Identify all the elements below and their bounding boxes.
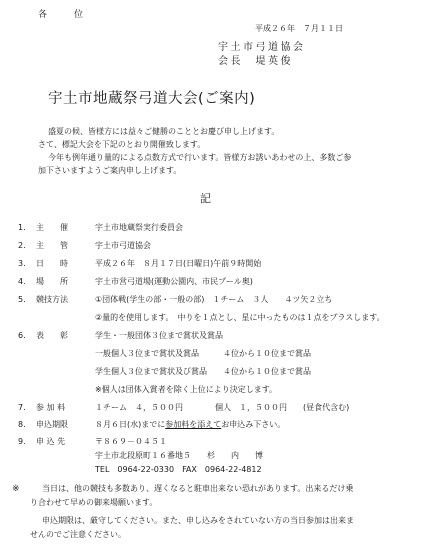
item-number: 5. (18, 295, 26, 304)
item-number: 7. (18, 403, 26, 412)
contact-phone: TEL 0964-22-0330 FAX 0964-22-4812 (95, 465, 262, 474)
note-line: 申込期限は、厳守してください。また、申し込みをされていない方の当日参加は出来ま (42, 516, 354, 525)
item-label: 参 加 料 (36, 403, 66, 412)
item-number: 6. (18, 331, 26, 340)
ki-heading: 記 (200, 192, 211, 205)
intro-line: 今年も例年通り量的による点数方式で行います。皆様方お誘いあわせの上、多数ご参 (48, 153, 352, 162)
addressee: 各 位 (38, 10, 87, 20)
deadline-date: ８月６日(水)までに (95, 420, 166, 429)
item-label: 申込期限 (36, 420, 68, 429)
item-value: 学生・一般団体３位まで賞状及賞品 (95, 331, 223, 340)
note-line: せんのでご注意ください。 (30, 530, 126, 539)
item-value: １チーム ４，５００円 個人 １，５００円 (昼食代含む) (95, 403, 350, 412)
org-president: 会長 堤英俊 (218, 56, 293, 67)
item-value: 一般個人３位まで賞状及賞品 ４位から１０位まで賞品 (95, 349, 311, 358)
note-line: り合わせて早めの御来場願います。 (30, 498, 158, 507)
org-name: 宇土市弓道協会 (218, 42, 306, 53)
deadline-tail: お申込み下さい。 (221, 420, 286, 429)
item-label: 主 管 (36, 241, 68, 250)
item-number: 8. (18, 420, 26, 429)
item-number: 1. (18, 223, 26, 232)
item-label: 表 彰 (36, 331, 68, 340)
item-value: 学生個人３位まで賞状及び賞品 ４位から１０位まで賞品 (95, 367, 311, 376)
item-number: 4. (18, 277, 26, 286)
item-value: 宇土市弓道協会 (95, 241, 151, 250)
item-value (95, 420, 285, 430)
contact-address: 宇土市北段原町１６番地５ 杉 内 博 (95, 451, 263, 460)
item-label: 申 込 先 (36, 437, 66, 446)
intro-line: 盛夏の候、皆様方には益々ご健勝のこととお慶び申し上げます。 (48, 127, 280, 136)
item-value: 宇土市営弓道場(運動公園内、市民プール奥) (95, 277, 253, 286)
item-number: 9. (18, 437, 26, 446)
item-label: 競技方法 (36, 295, 68, 304)
note-mark: ※ (12, 484, 20, 494)
item-label: 主 催 (36, 223, 68, 232)
item-value: ※個人は団体入賞者を除く上位により決定します。 (95, 385, 278, 394)
item-value: ②量的を使用します。 中りを１点とし、星に中ったものは１点をプラスします。 (95, 313, 385, 322)
note-line: 当日は、他の競技も多数あり、遅くなると駐車出来ない恐れがあります。出来るだけ乗 (42, 484, 354, 493)
intro-line: 加下さいますようご案内申し上げます。 (38, 166, 182, 175)
intro-line: さて、標記大会を下記のとおり開催致します。 (38, 140, 206, 149)
item-label: 場 所 (36, 277, 68, 286)
item-number: 3. (18, 259, 26, 268)
deadline-emphasis: 参加料を添えて (165, 420, 222, 429)
item-label: 日 時 (36, 259, 68, 268)
item-value: ①団体戦(学生の部・一般の部) １チーム ３人 ４ツ矢２立ち (95, 295, 333, 304)
date: 平成２６年 ７月１１日 (255, 24, 343, 33)
page-title: 宇土市地蔵祭弓道大会(ご案内) (48, 91, 256, 107)
postal-code: 〒８６９－０４５１ (95, 437, 167, 446)
item-value: 宇土市地蔵祭実行委員会 (95, 223, 183, 232)
item-value: 平成２６年 ８月１７日(日曜日)午前９時開始 (95, 259, 262, 268)
item-number: 2. (18, 241, 26, 250)
